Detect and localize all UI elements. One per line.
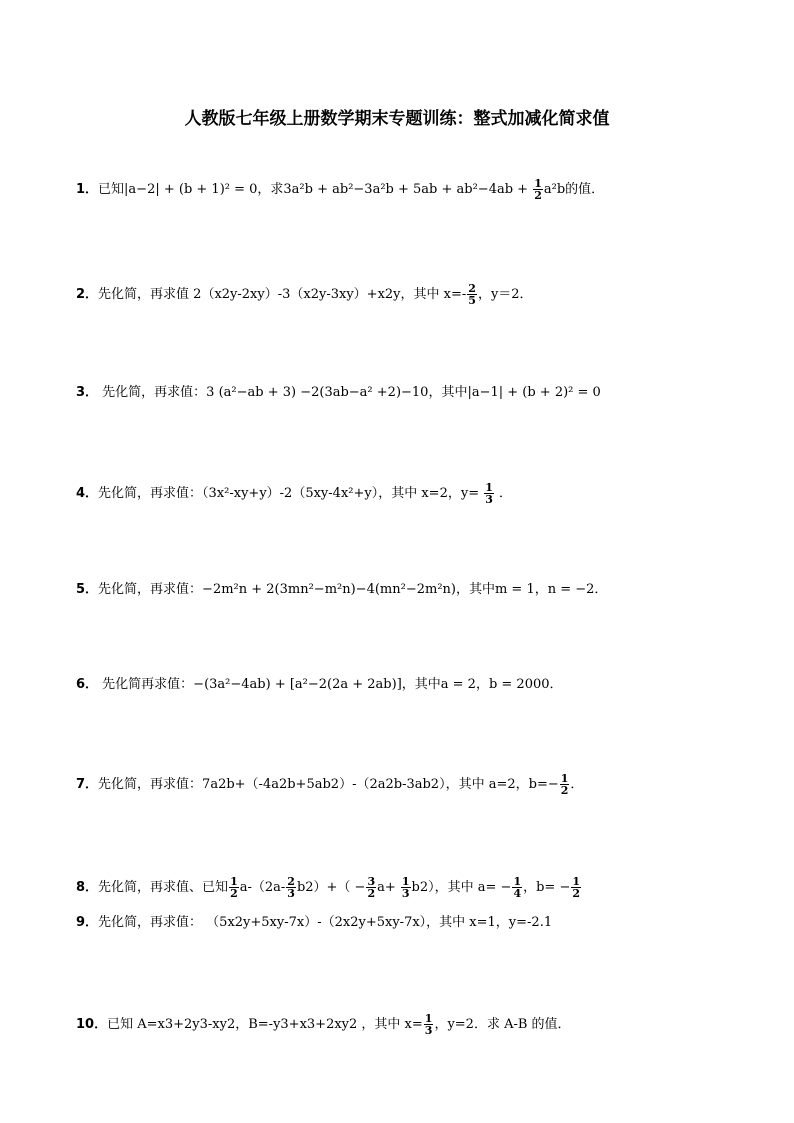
question-text: a-（2a- [239,880,286,895]
question-number: 4． [76,486,99,501]
question-number: 7． [76,777,99,792]
question-number: 5． [76,582,99,597]
question-text: b2）+（ − [296,880,366,895]
question-text: 先化简，再求值： （5x2y+5xy-7x）-（2x2y+5xy-7x），其中 x=1，y=-2.1 [98,915,553,930]
question-text: 先化简，再求值：（3x²-xy+y）-2（5xy-4x²+y），其中 x=2，y= [98,486,484,501]
question-8 [76,876,582,899]
question-10 [76,1013,571,1036]
question-text: 先化简，再求值 2（x2y-2xy）-3（x2y-3xy）+x2y，其中 x=- [98,287,467,302]
question-5 [76,580,607,600]
question-text: 先化简，再求值、已知 [98,880,229,895]
question-number: 8． [76,880,99,895]
fraction: $\frac{2}{3}$ [287,875,295,900]
fraction: $\frac{1}{2}$ [230,875,238,900]
fraction: $\frac{1}{4}$ [513,875,522,900]
question-text: b2），其中 a= − [411,880,512,895]
question-7 [76,773,583,796]
question-9 [76,913,552,933]
question-text: a+ [377,880,400,895]
question-number: 10． [76,1017,108,1032]
question-text: ，y＝2． [477,287,533,302]
fraction: $\frac{2}{5}$ [468,282,476,307]
question-text: 已知 A=x3+2y3-xy2，B=-y3+x3+2xy2 ，其中 x= [107,1017,423,1032]
question-number: 9． [76,915,99,930]
question-text: 先化简，再求值：−2m²n + 2(3mn²−m²n)−4(mn²−2m²n)，其中m = 1，n = −2． [98,582,608,597]
question-text: ，y=2．求 A-B 的值． [434,1017,571,1032]
question-number: 3． [76,385,99,400]
fraction: $\frac{1}{3}$ [485,481,493,506]
fraction: $\frac{1}{2}$ [534,177,542,202]
page-title: 人教版七年级上册数学期末专题训练：整式加减化简求值 [184,109,610,129]
question-text: ． [494,486,513,501]
fraction: $\frac{1}{2}$ [572,875,581,900]
question-1 [76,178,604,201]
question-text: 已知|a−2| + (b + 1)² = 0，求3a²b + ab²−3a²b + 5ab + ab²−4ab + [98,182,533,197]
question-3 [76,383,601,403]
question-number: 6． [76,677,99,692]
question-text: 先化简再求值：−(3a²−4ab) + [a²−2(2a + 2ab)]，其中a = 2，b = 2000． [98,677,563,692]
question-number: 2． [76,287,99,302]
fraction: $\frac{1}{3}$ [401,875,410,900]
question-4 [76,482,512,505]
question-text: ． [570,777,584,792]
fraction: $\frac{3}{2}$ [367,875,376,900]
question-number: 1． [76,182,99,197]
question-text: 先化简，再求值：3 (a²−ab + 3) −2(3ab−a² +2)−10，其中|a−1| + (b + 2)² = 0 [98,385,601,400]
question-2 [76,283,533,306]
fraction: $\frac{1}{3}$ [424,1012,433,1037]
question-text: a²b的值． [543,182,605,197]
question-text: ，b= − [523,880,571,895]
question-6 [76,675,563,695]
question-text: 先化简，再求值：7a2b+（-4a2b+5ab2）-（2a2b-3ab2），其中 a=2，b=− [98,777,559,792]
fraction: $\frac{1}{2}$ [560,772,569,797]
